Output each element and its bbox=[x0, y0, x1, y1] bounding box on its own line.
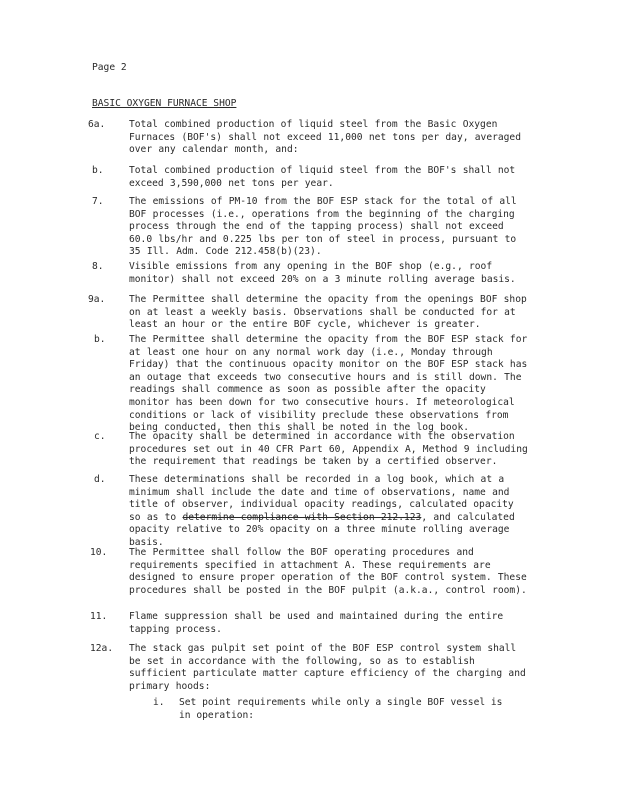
page-number: Page 2 bbox=[92, 62, 127, 73]
condition-text: Flame suppression shall be used and maintained during the entire tapping process. bbox=[129, 611, 504, 635]
condition-text: The Permittee shall determine the opacity from the openings BOF shop on at least a weekly basis. Observations shall be conducted for at least an hour or the entire BOF cycle, whichever is greater. bbox=[129, 294, 527, 331]
condition-text: The Permittee shall follow the BOF operating procedures and requirements specified in attachment A. These requirements are designed to ensure proper operation of the BOF control system. These procedures shall be posted in the BOF pulpit (a.k.a., control room). bbox=[129, 547, 527, 596]
condition-text: Visible emissions from any opening in the BOF shop (e.g., roof monitor) shall not exceed 20% on a 3 minute rolling average basis. bbox=[129, 261, 516, 285]
condition-6a bbox=[88, 119, 538, 157]
condition-number: 10. bbox=[90, 547, 108, 558]
condition-9b bbox=[88, 334, 538, 435]
condition-7 bbox=[88, 196, 538, 259]
condition-9d bbox=[88, 474, 538, 550]
condition-number: b. bbox=[94, 334, 106, 345]
condition-number: c. bbox=[94, 431, 106, 442]
condition-11 bbox=[88, 611, 538, 636]
condition-text: The opacity shall be determined in accordance with the observation procedures set out in 40 CFR Part 60, Appendix A, Method 9 including the requirement that readings be taken by a certified observer. bbox=[129, 431, 528, 468]
condition-number: b. bbox=[92, 165, 104, 176]
condition-number: 8. bbox=[92, 261, 104, 272]
condition-number: d. bbox=[94, 474, 106, 485]
subcondition-number: i. bbox=[153, 697, 165, 708]
condition-12a-i bbox=[153, 697, 523, 722]
condition-9a bbox=[88, 294, 538, 332]
condition-text: The emissions of PM-10 from the BOF ESP stack for the total of all BOF processes (i.e., operations from the beginning of the charging process through the end of the tapping process) shall not exceed 60.0 lbs/hr and 0.225 lbs per ton of steel in process, pursuant to 35 Ill. Adm. Code 212.458(b)(23). bbox=[129, 196, 517, 258]
condition-number: 9a. bbox=[88, 294, 106, 305]
section-heading: BASIC OXYGEN FURNACE SHOP bbox=[92, 98, 237, 109]
condition-number: 11. bbox=[90, 611, 108, 622]
condition-8 bbox=[88, 261, 538, 286]
condition-9c bbox=[88, 431, 538, 469]
subcondition-text: Set point requirements while only a single BOF vessel is in operation: bbox=[179, 697, 503, 721]
condition-text: The stack gas pulpit set point of the BOF ESP control system shall be set in accordance with the following, so as to establish sufficient particulate matter capture efficiency of the charging and primary hoods: bbox=[129, 643, 526, 692]
condition-12a bbox=[88, 643, 538, 693]
condition-number: 6a. bbox=[88, 119, 106, 130]
condition-text-before: These determinations shall be recorded in a log book, which at a minimum shall include the date and time of observations, name and title of observer, individual opacity readings, calculated opacity so as to bbox=[129, 474, 514, 523]
condition-6b bbox=[88, 165, 538, 190]
condition-number: 12a. bbox=[90, 643, 114, 654]
condition-10 bbox=[88, 547, 538, 597]
condition-text: Total combined production of liquid steel from the Basic Oxygen Furnaces (BOF's) shall not exceed 11,000 net tons per day, averaged over any calendar month, and: bbox=[129, 119, 521, 156]
struck-text: determine compliance with Section 212.123 bbox=[182, 511, 422, 523]
condition-number: 7. bbox=[92, 196, 104, 207]
condition-text bbox=[129, 474, 530, 550]
condition-text: Total combined production of liquid steel from the BOF's shall not exceed 3,590,000 net tons per year. bbox=[129, 165, 516, 189]
condition-text: The Permittee shall determine the opacity from the BOF ESP stack for at least one hour on any normal work day (i.e., Monday through Friday) that the continuous opacity monitor on the BOF ESP stack has an outage that exceeds two consecutive hours and is still down. The readings shall commence as soon as possible after the opacity monitor has been down for two consecutive hours. If meteorological conditions or lack of visibility preclude these observations from being conducted, then this shall be noted in the log book. bbox=[129, 334, 528, 434]
condition-text-after: , and calculated opacity relative to 20% opacity on a three minute rolling average basis. bbox=[129, 511, 515, 548]
